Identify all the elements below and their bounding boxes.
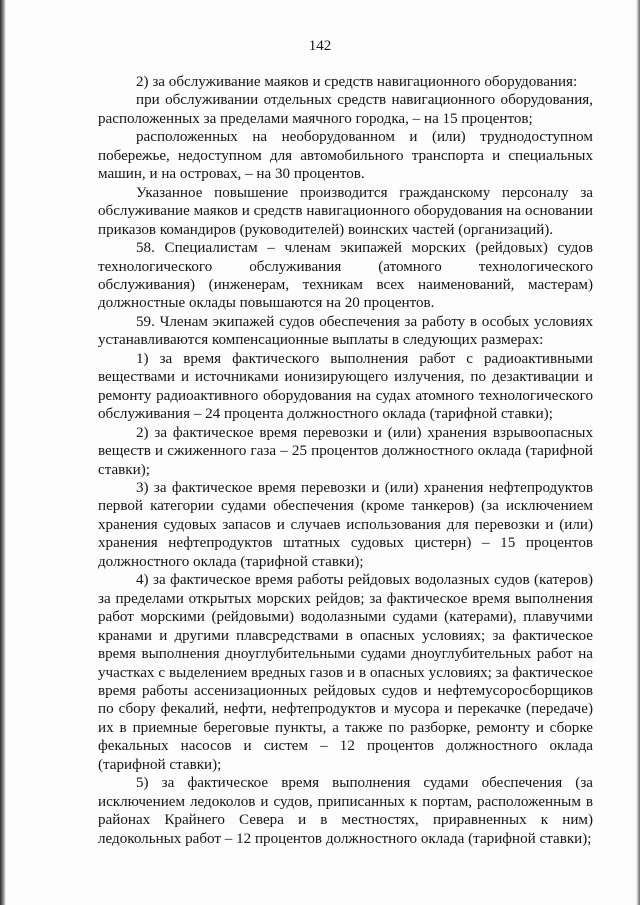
scan-shadow-right: [636, 0, 640, 905]
paragraph-lighthouse-15-percent: при обслуживании отдельных средств навигационного оборудования, расположенных за пределами маячного городка, – на 15 процентов;: [98, 92, 593, 127]
document-body: [98, 73, 593, 848]
paragraph-59-item-5: 5) за фактическое время выполнения судами обеспечения (за исключением ледоколов и судов, приписанных к портам, расположенным в районах Крайнего Севера и в местностях, приравненных к ним) ледокольных работ – 12 процентов должностного оклада (тарифной ставки);: [98, 775, 593, 847]
scan-shadow-left: [0, 0, 6, 905]
paragraph-59-item-4: 4) за фактическое время работы рейдовых водолазных судов (катеров) за пределами открытых морских рейдов; за фактическое время выполнения работ морскими (рейдовыми) водолазными судами (катерами), плавучими кранами и другими плавсредствами в опасных условиях; за фактическое время выполнения дноуглубительными судами дноуглубительных работ на участках с выделением вредных газов и в опасных условиях; за фактическое время работы ассенизационных рейдовых судов и нефтемусоросборщиков по сбору фекалий, нефти, нефтепродуктов и мусора и перекачке (передаче) их в приемные береговые пункты, а также по разборке, ремонту и сборке фекальных насосов и систем – 12 процентов должностного оклада (тарифной ставки);: [98, 572, 593, 773]
paragraph-59-item-3: 3) за фактическое время перевозки и (или) хранения нефтепродуктов первой категории судами обеспечения (кроме танкеров) (за исключением хранения судовых запасов и случаев использования для перевозки и (или) хранения нефтепродуктов штатных судовых цистерн) – 15 процентов должностного оклада (тарифной ставки);: [98, 479, 593, 570]
paragraph-2-lighthouses: 2) за обслуживание маяков и средств навигационного оборудования:: [136, 74, 578, 90]
paragraph-increase-basis: Указанное повышение производится гражданскому персоналу за обслуживание маяков и средств навигационного оборудования на основании приказов командиров (руководителей) воинских частей (организаций).: [98, 184, 593, 238]
page-number: 142: [308, 38, 332, 54]
paragraph-59: 59. Членам экипажей судов обеспечения за работу в особых условиях устанавливаются компенсационные выплаты в следующих размерах:: [98, 313, 593, 349]
paragraph-59-item-1: 1) за время фактического выполнения работ с радиоактивными веществами и источниками ионизирующего излучения, по дезактивации и ремонту радиоактивного оборудования на судах атомного технологического обслуживания – 24 процента должностного оклада (тарифной ставки);: [98, 350, 593, 423]
paragraph-58: 58. Специалистам – членам экипажей морских (рейдовых) судов технологического обслуживания (атомного технологического обслуживания) (инженерам, техникам всех наименований, мастерам) должностные оклады повышаются на 20 процентов.: [98, 240, 593, 312]
paragraph-lighthouse-30-percent: расположенных на необорудованном и (или) труднодоступном побережье, недоступном для автомобильного транспорта и специальных машин, и на островах, – на 30 процентов.: [98, 129, 593, 183]
paragraph-59-item-2: 2) за фактическое время перевозки и (или) хранения взрывоопасных веществ и сжиженного газа – 25 процентов должностного оклада (тарифной ставки);: [98, 424, 593, 478]
